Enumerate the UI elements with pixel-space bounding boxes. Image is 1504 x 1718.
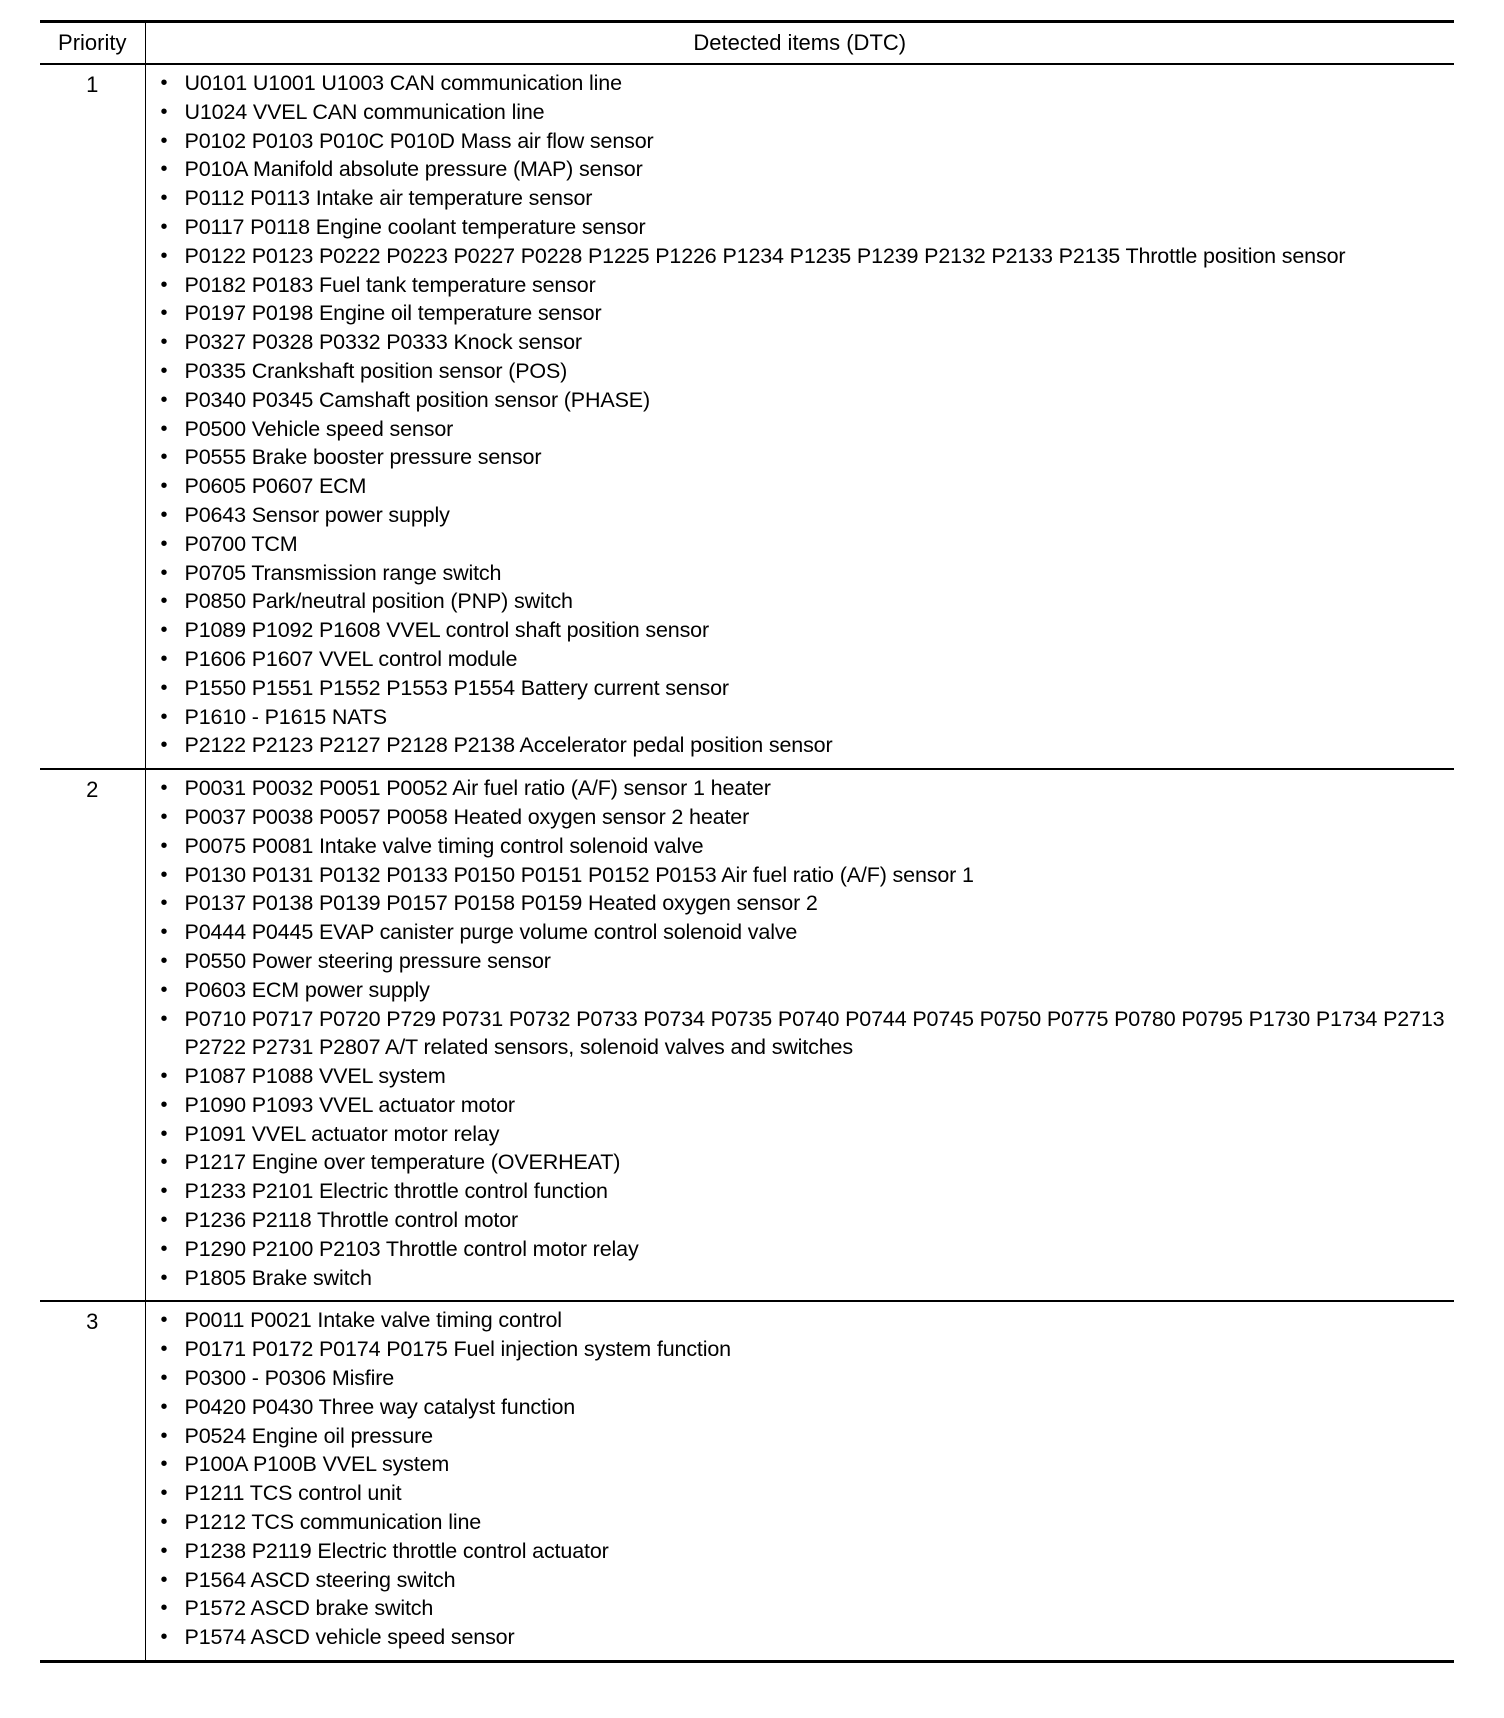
dtc-list-item (160, 98, 1449, 127)
dtc-item-text: P0197 P0198 Engine oil temperature sensor (184, 301, 602, 326)
dtc-item-text: P1089 P1092 P1608 VVEL control shaft position sensor (184, 618, 709, 643)
dtc-list-item (160, 1091, 1449, 1120)
bullet-icon: • (160, 100, 168, 123)
dtc-item-text: P1090 P1093 VVEL actuator motor (184, 1092, 515, 1117)
priority-row-1 (40, 64, 1454, 769)
dtc-item-text: P0300 - P0306 Misfire (184, 1366, 395, 1391)
bullet-icon: • (160, 921, 168, 944)
dtc-list-item (160, 861, 1449, 890)
bullet-icon: • (160, 129, 168, 152)
priority-row-3 (40, 1301, 1454, 1661)
bullet-icon: • (160, 503, 168, 526)
dtc-list-item (160, 1508, 1449, 1537)
dtc-list-item (160, 386, 1449, 415)
dtc-list-item (160, 1566, 1449, 1595)
bullet-icon: • (160, 1093, 168, 1116)
bullet-icon: • (160, 1395, 168, 1418)
dtc-item-text: P0700 TCM (184, 531, 298, 556)
dtc-item-text: P1217 Engine over temperature (OVERHEAT) (184, 1150, 621, 1175)
bullet-icon: • (160, 1626, 168, 1649)
bullet-icon: • (160, 805, 168, 828)
dtc-item-text: P0524 Engine oil pressure (184, 1423, 433, 1448)
dtc-list-item (160, 1594, 1449, 1623)
bullet-icon: • (160, 1309, 168, 1332)
bullet-icon: • (160, 1122, 168, 1145)
bullet-icon: • (160, 834, 168, 857)
dtc-list-item (160, 918, 1449, 947)
dtc-item-text: P100A P100B VVEL system (184, 1452, 450, 1477)
dtc-item-text: P0130 P0131 P0132 P0133 P0150 P0151 P0152 P0153 Air fuel ratio (A/F) sensor 1 (184, 862, 974, 887)
bullet-icon: • (160, 863, 168, 886)
dtc-item-text: P0031 P0032 P0051 P0052 Air fuel ratio (A/F) sensor 1 heater (184, 776, 771, 801)
dtc-list-item (160, 889, 1449, 918)
bullet-icon: • (160, 1237, 168, 1260)
dtc-item-text: P0122 P0123 P0222 P0223 P0227 P0228 P1225 P1226 P1234 P1235 P1239 P2132 P2133 P2135 Throttle position sensor (184, 243, 1346, 268)
dtc-list (160, 69, 1449, 760)
dtc-list-item (160, 472, 1449, 501)
bullet-icon: • (160, 892, 168, 915)
dtc-item-text: P0550 Power steering pressure sensor (184, 948, 551, 973)
dtc-list-item (160, 803, 1449, 832)
dtc-list-item (160, 1450, 1449, 1479)
bullet-icon: • (160, 72, 168, 94)
dtc-item-text: P0710 P0717 P0720 P729 P0731 P0732 P0733 P0734 P0735 P0740 P0744 P0745 P0750 P0775 P0780 P0795 P1730 P1734 P2713 P2722 P2731 P2807 A/T related sensors, solenoid valves and switches (184, 1006, 1445, 1060)
bullet-icon: • (160, 215, 168, 238)
dtc-item-text: P1087 P1088 VVEL system (184, 1064, 446, 1089)
dtc-item-text: P1233 P2101 Electric throttle control function (184, 1179, 608, 1204)
dtc-list-item (160, 69, 1449, 98)
dtc-item-text: P1550 P1551 P1552 P1553 P1554 Battery current sensor (184, 675, 729, 700)
bullet-icon: • (160, 273, 168, 296)
dtc-list-item (160, 1393, 1449, 1422)
dtc-item-text: P1212 TCS communication line (184, 1510, 482, 1535)
dtc-list (160, 1306, 1449, 1652)
dtc-item-text: P2122 P2123 P2127 P2128 P2138 Accelerator pedal position sensor (184, 733, 833, 758)
bullet-icon: • (160, 446, 168, 469)
bullet-icon: • (160, 1453, 168, 1476)
dtc-list-item (160, 501, 1449, 530)
table-header-row (40, 22, 1454, 65)
bullet-icon: • (160, 590, 168, 613)
dtc-item-text: P1606 P1607 VVEL control module (184, 646, 518, 671)
priority-value: 2 (40, 769, 145, 1301)
bullet-icon: • (160, 647, 168, 670)
bullet-icon: • (160, 1151, 168, 1174)
dtc-item-text: P0327 P0328 P0332 P0333 Knock sensor (184, 330, 582, 355)
bullet-icon: • (160, 244, 168, 267)
dtc-list-item (160, 1479, 1449, 1508)
dtc-item-text: P010A Manifold absolute pressure (MAP) sensor (184, 157, 643, 182)
bullet-icon: • (160, 1568, 168, 1591)
bullet-icon: • (160, 1424, 168, 1447)
detected-items-cell (145, 769, 1454, 1301)
bullet-icon: • (160, 777, 168, 800)
dtc-list-item (160, 1206, 1449, 1235)
bullet-icon: • (160, 1007, 168, 1030)
bullet-icon: • (160, 561, 168, 584)
bullet-icon: • (160, 1367, 168, 1390)
priority-value: 3 (40, 1301, 145, 1661)
dtc-list-item (160, 213, 1449, 242)
dtc-item-text: P0500 Vehicle speed sensor (184, 416, 454, 441)
dtc-item-text: U1024 VVEL CAN communication line (184, 99, 545, 124)
dtc-item-text: P0112 P0113 Intake air temperature sensor (184, 186, 593, 211)
bullet-icon: • (160, 705, 168, 728)
bullet-icon: • (160, 1209, 168, 1232)
dtc-item-text: P0420 P0430 Three way catalyst function (184, 1394, 576, 1419)
dtc-list-item (160, 587, 1449, 616)
dtc-list-item (160, 1623, 1449, 1652)
bullet-icon: • (160, 949, 168, 972)
dtc-list-item (160, 1306, 1449, 1335)
bullet-icon: • (160, 1065, 168, 1088)
dtc-list-item (160, 1537, 1449, 1566)
dtc-item-text: P0102 P0103 P010C P010D Mass air flow sensor (184, 128, 654, 153)
dtc-item-text: P0643 Sensor power supply (184, 502, 450, 527)
bullet-icon: • (160, 475, 168, 498)
priority-row-2 (40, 769, 1454, 1301)
dtc-list-item (160, 674, 1449, 703)
bullet-icon: • (160, 1597, 168, 1620)
dtc-list-item (160, 271, 1449, 300)
bullet-icon: • (160, 978, 168, 1001)
dtc-item-text: P1290 P2100 P2103 Throttle control motor relay (184, 1236, 639, 1261)
dtc-item-text: P1574 ASCD vehicle speed sensor (184, 1625, 515, 1650)
dtc-list-item (160, 1422, 1449, 1451)
dtc-list-item (160, 616, 1449, 645)
dtc-item-text: P1236 P2118 Throttle control motor (184, 1208, 519, 1233)
dtc-item-text: P0011 P0021 Intake valve timing control (184, 1308, 562, 1333)
dtc-list-item (160, 1062, 1449, 1091)
dtc-item-text: P1610 - P1615 NATS (184, 704, 387, 729)
table-body (40, 64, 1454, 1662)
bullet-icon: • (160, 1539, 168, 1562)
dtc-list-item (160, 1235, 1449, 1264)
dtc-item-text: P1564 ASCD steering switch (184, 1567, 456, 1592)
priority-column-header: Priority (40, 22, 145, 65)
dtc-list-item (160, 184, 1449, 213)
dtc-list-item (160, 1148, 1449, 1177)
dtc-list-item (160, 1335, 1449, 1364)
dtc-item-text: P0850 Park/neutral position (PNP) switch (184, 589, 573, 614)
dtc-list-item (160, 832, 1449, 861)
dtc-list-item (160, 299, 1449, 328)
priority-value: 1 (40, 64, 145, 769)
dtc-item-text: P0037 P0038 P0057 P0058 Heated oxygen sensor 2 heater (184, 804, 750, 829)
dtc-item-text: P0171 P0172 P0174 P0175 Fuel injection system function (184, 1337, 731, 1362)
dtc-item-text: P1091 VVEL actuator motor relay (184, 1121, 500, 1146)
dtc-list-item (160, 415, 1449, 444)
dtc-list-item (160, 328, 1449, 357)
dtc-list-item (160, 703, 1449, 732)
dtc-list-item (160, 357, 1449, 386)
detected-items-column-header: Detected items (DTC) (693, 30, 907, 55)
dtc-list-item (160, 1120, 1449, 1149)
dtc-item-text: P1211 TCS control unit (184, 1481, 402, 1506)
dtc-list-item (160, 127, 1449, 156)
dtc-item-text: P0335 Crankshaft position sensor (POS) (184, 358, 568, 383)
bullet-icon: • (160, 158, 168, 181)
bullet-icon: • (160, 619, 168, 642)
bullet-icon: • (160, 1180, 168, 1203)
dtc-priority-table (40, 20, 1454, 1663)
bullet-icon: • (160, 359, 168, 382)
dtc-item-text: U0101 U1001 U1003 CAN communication line (184, 71, 622, 95)
detected-items-cell (145, 1301, 1454, 1661)
dtc-list-item (160, 530, 1449, 559)
dtc-list-item (160, 1177, 1449, 1206)
bullet-icon: • (160, 1266, 168, 1289)
dtc-item-text: P0075 P0081 Intake valve timing control solenoid valve (184, 833, 704, 858)
dtc-list-item (160, 559, 1449, 588)
dtc-list-item (160, 443, 1449, 472)
dtc-item-text: P1572 ASCD brake switch (184, 1596, 434, 1621)
bullet-icon: • (160, 532, 168, 555)
dtc-item-text: P0603 ECM power supply (184, 977, 430, 1002)
dtc-item-text: P0182 P0183 Fuel tank temperature sensor (184, 272, 596, 297)
bullet-icon: • (160, 388, 168, 411)
bullet-icon: • (160, 331, 168, 354)
bullet-icon: • (160, 302, 168, 325)
dtc-item-text: P0555 Brake booster pressure sensor (184, 445, 542, 470)
bullet-icon: • (160, 1482, 168, 1505)
dtc-list-item (160, 645, 1449, 674)
dtc-item-text: P1238 P2119 Electric throttle control actuator (184, 1538, 609, 1563)
dtc-list-item (160, 947, 1449, 976)
dtc-item-text: P0117 P0118 Engine coolant temperature sensor (184, 214, 646, 239)
dtc-list (160, 774, 1449, 1292)
detected-items-cell (145, 64, 1454, 769)
dtc-item-text: P0705 Transmission range switch (184, 560, 502, 585)
bullet-icon: • (160, 734, 168, 757)
bullet-icon: • (160, 676, 168, 699)
dtc-list-item (160, 155, 1449, 184)
bullet-icon: • (160, 1338, 168, 1361)
dtc-list-item (160, 1364, 1449, 1393)
dtc-list-item (160, 976, 1449, 1005)
dtc-list-item (160, 1264, 1449, 1293)
dtc-list-item (160, 774, 1449, 803)
dtc-list-item (160, 242, 1449, 271)
dtc-list-item (160, 731, 1449, 760)
dtc-item-text: P0137 P0138 P0139 P0157 P0158 P0159 Heated oxygen sensor 2 (184, 891, 818, 916)
bullet-icon: • (160, 417, 168, 440)
dtc-item-text: P0605 P0607 ECM (184, 474, 367, 499)
dtc-list-item (160, 1005, 1449, 1063)
bullet-icon: • (160, 1511, 168, 1534)
dtc-item-text: P1805 Brake switch (184, 1265, 372, 1290)
dtc-item-text: P0340 P0345 Camshaft position sensor (PHASE) (184, 387, 650, 412)
bullet-icon: • (160, 187, 168, 210)
dtc-item-text: P0444 P0445 EVAP canister purge volume control solenoid valve (184, 920, 798, 945)
